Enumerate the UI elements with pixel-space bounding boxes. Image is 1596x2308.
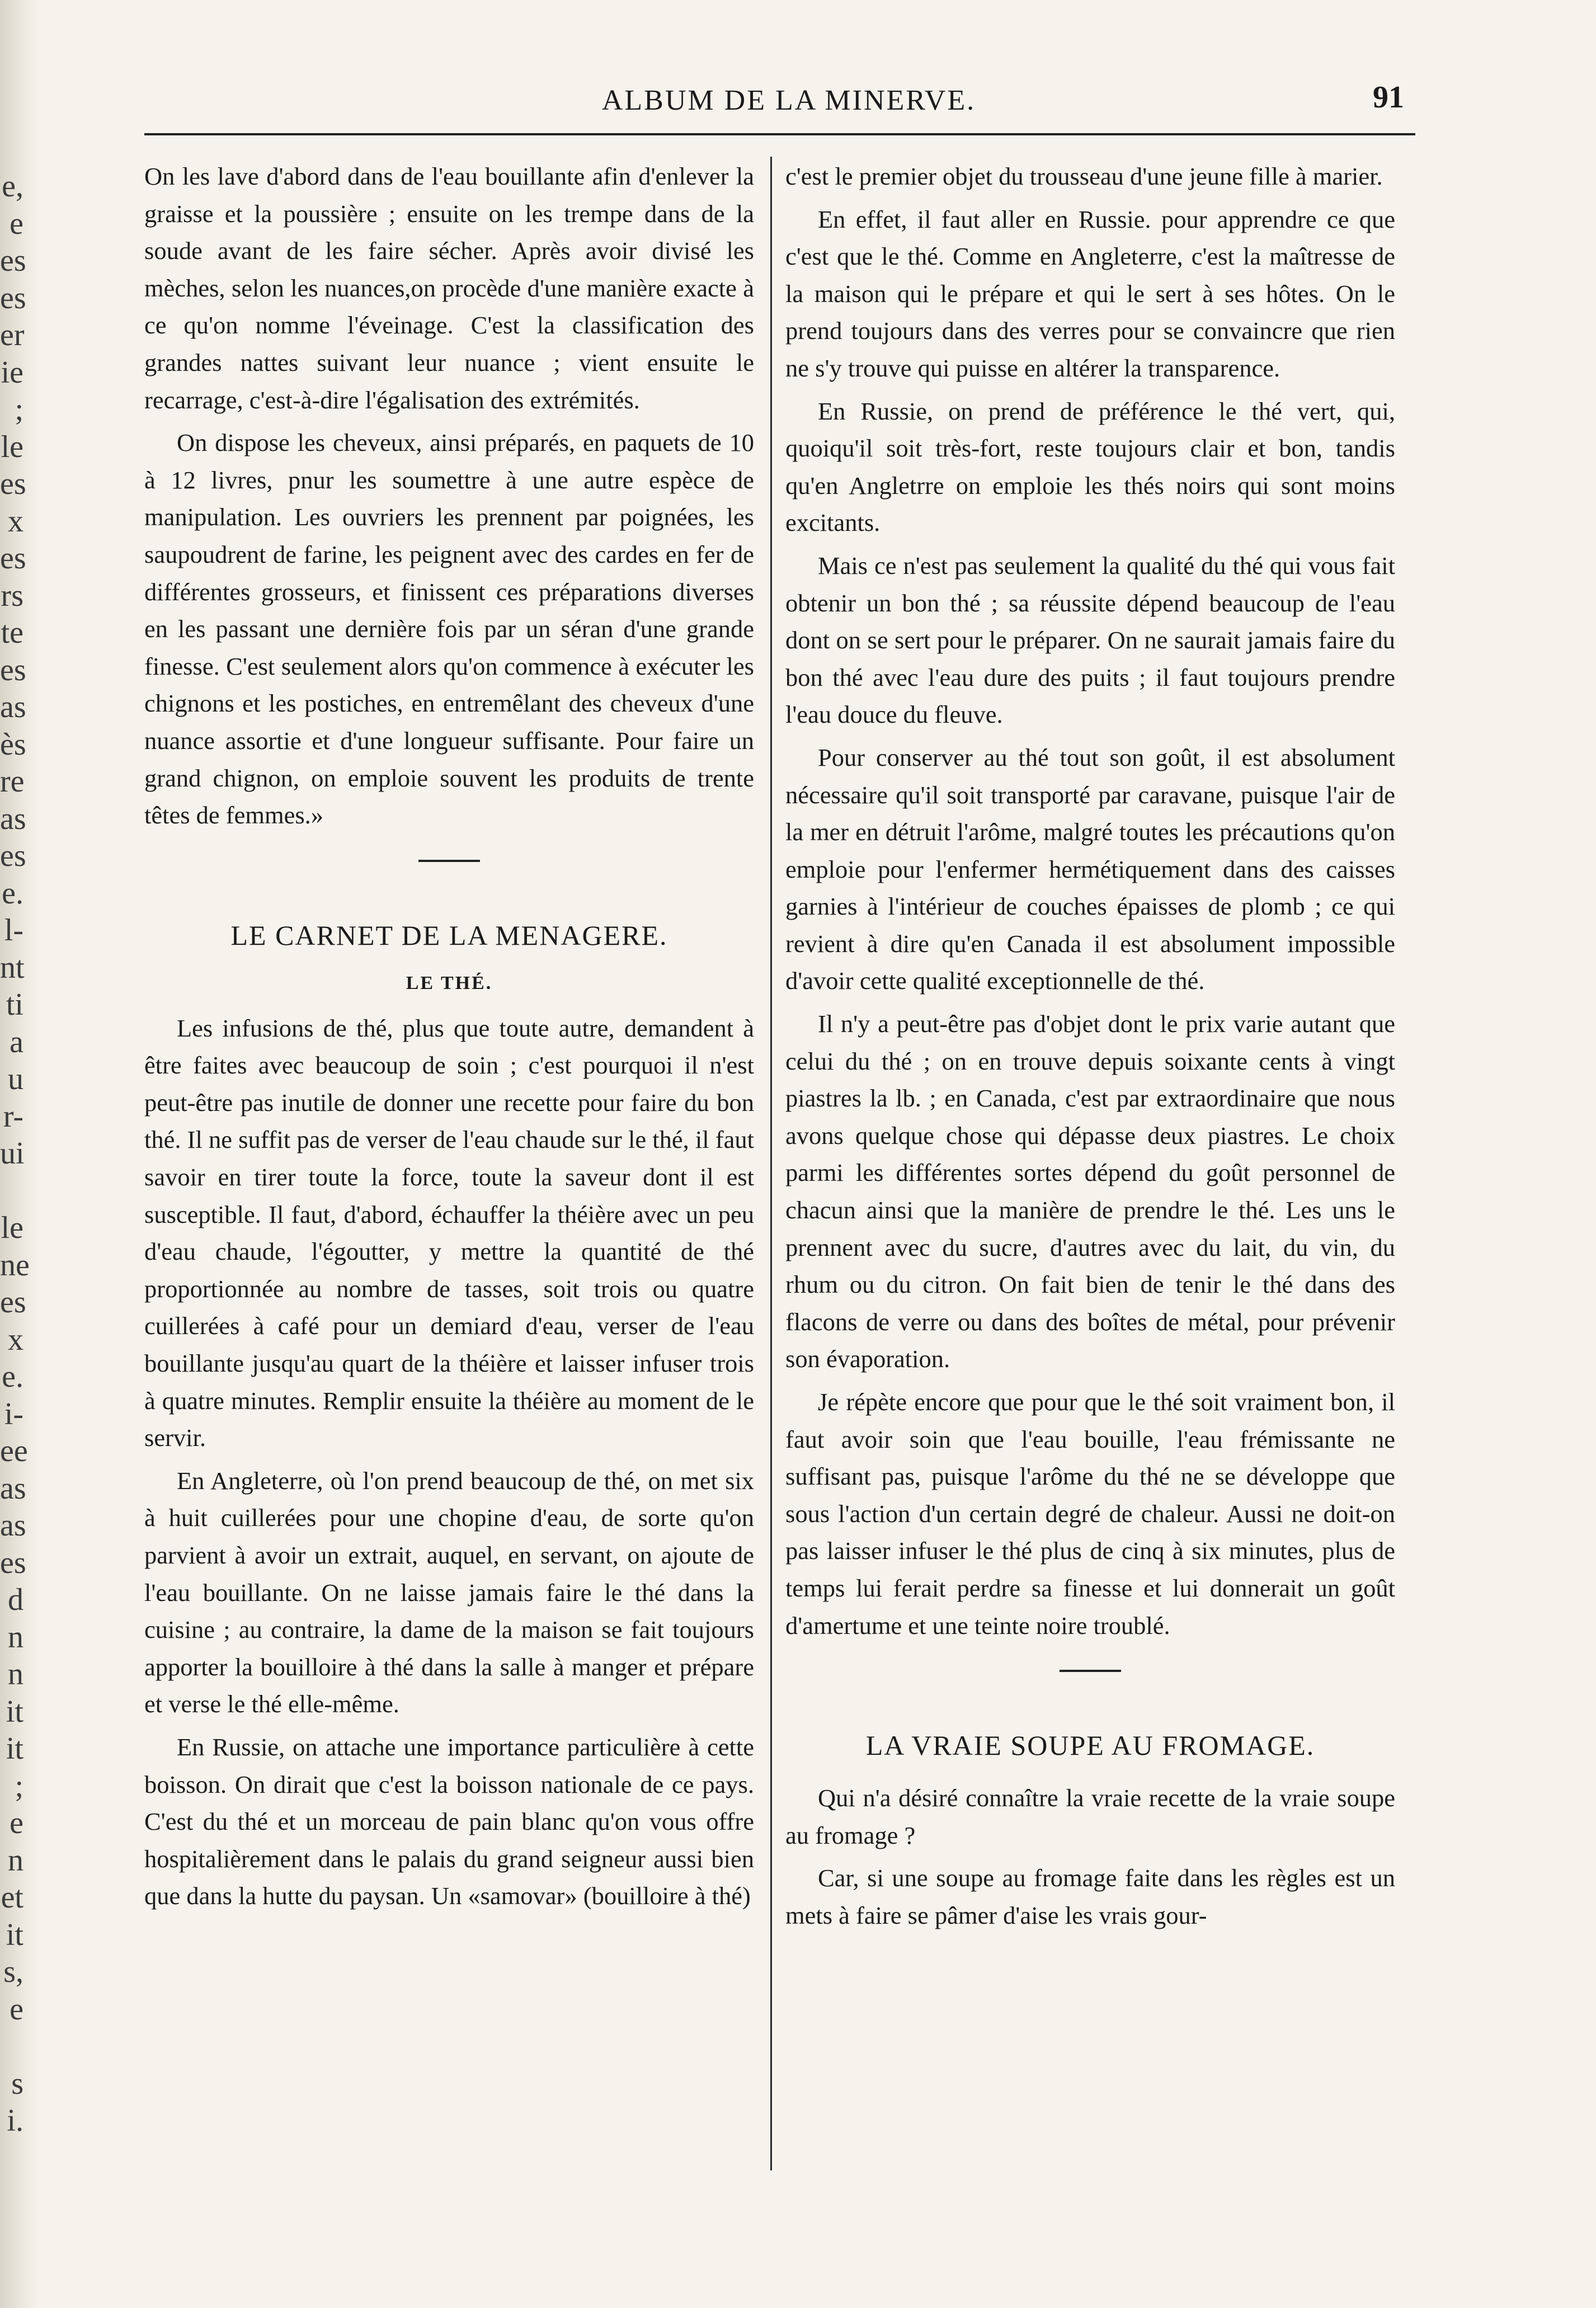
margin-fragment: as [0, 690, 26, 724]
paragraph: Qui n'a désiré connaître la vraie recette de la vraie soupe au fromage ? [785, 1784, 1395, 1849]
margin-fragment: d [8, 1582, 23, 1617]
margin-fragment: es [0, 467, 26, 501]
paragraph: En effet, il faut aller en Russie. pour apprendre ce que c'est que le thé. Comme en Angleterre, c'est la maîtresse de la maison qui le prépare et qui le sert à ses hôtes. On le prend toujours dans des verres pour se convaincre que rien ne s'y trouve qui puisse en altérer la transparence. [785, 205, 1395, 382]
margin-fragment: e [10, 1806, 23, 1840]
margin-fragment: e. [2, 1359, 23, 1394]
margin-fragment: ie [1, 355, 23, 390]
margin-fragment: l- [4, 913, 23, 948]
margin-fragment: a [10, 1024, 23, 1059]
margin-fragment: x [8, 1322, 23, 1357]
column-divider [770, 157, 772, 2170]
margin-fragment: ne [0, 1247, 30, 1283]
margin-fragment: es [0, 1545, 26, 1580]
margin-fragment: e [10, 1991, 23, 2027]
header-rule [144, 133, 1415, 135]
margin-fragment: es [0, 1285, 26, 1320]
margin-fragment: rs [1, 578, 23, 613]
running-title: ALBUM DE LA MINERVE. [601, 84, 976, 116]
margin-fragment: le [1, 429, 23, 464]
margin-fragment: e. [2, 875, 23, 911]
margin-fragment: er [0, 318, 25, 352]
section-title: LE CARNET DE LA MENAGERE. [230, 919, 668, 951]
page-number: 91 [1373, 80, 1404, 115]
paragraph: Pour conserver au thé tout son goût, il est absolument nécessaire qu'il soit transporté par caravane, puisque l'air de la mer en détruit l'arôme, malgré toutes les précautions qu'on emploie pour l'enfermer hermétiquement dans des caisses garnies à l'intérieur de couches épaisses de plomb ; ce qui revient à dire qu'en Canada il est absolument impossible d'avoir cette qualité exceptionnelle de thé. [785, 743, 1395, 995]
margin-fragment: re [0, 764, 25, 799]
margin-fragment: n [8, 1619, 23, 1655]
margin-fragment: s [11, 2066, 23, 2101]
section-separator [1060, 1670, 1121, 1672]
margin-fragment: es [0, 541, 26, 576]
margin-fragment [0, 2028, 23, 2065]
margin-fragment: e [10, 206, 23, 241]
margin-fragment: n [8, 1657, 23, 1692]
margin-fragment: as [0, 1471, 26, 1506]
section-title: LA VRAIE SOUPE AU FROMAGE. [865, 1730, 1315, 1761]
left-column [144, 158, 754, 1920]
margin-fragment: ; [15, 392, 23, 427]
section-separator [418, 860, 480, 862]
previous-page-margin-fragments [0, 168, 30, 2182]
paragraph: En Russie, on attache une importance particulière à cette boisson. On dirait que c'est la boisson nationale de ce pays. C'est du thé et un morceau de pain blanc qu'on vous offre hospitalièrement dans le palais du grand seigneur aussi bien que dans la hutte du paysan. Un «samovar» (bouilloire à thé) [144, 1732, 754, 1910]
paragraph: Je répète encore que pour que le thé soit vraiment bon, il faut avoir soin que l'eau bouille, l'eau frémissante ne suffisant pas, puisque l'arôme du thé ne se développe que sous l'action d'un certain degré de chaleur. Aussi ne doit-on pas laisser infuser le thé plus de cinq à six minutes, plus de temps lui ferait perdre sa finesse et lui donnerait un goût d'amertume et une teinte noire troublé. [785, 1388, 1395, 1640]
paragraph: Il n'y a peut-être pas d'objet dont le prix varie autant que celui du thé ; on en trouve depuis soixante cents à vingt piastres la lb. ; en Canada, c'est par extraordinaire que nous avons quelque chose qui dépasse deux piastres. Le choix parmi les différentes sortes dépend du goût personnel de chacun ainsi que la manière de prendre le thé. Les uns le prennent avec du sucre, d'autres avec du lait, du vin, du rhum ou du citron. On fait bien de tenir le thé dans des flacons de verre ou dans des boîtes de métal, pour prévenir son évaporation. [785, 1010, 1395, 1373]
paragraph: En Russie, on prend de préférence le thé vert, qui, quoiqu'il soit très-fort, reste toujours clair et bon, tandis qu'en Angletrre on emploie les thés noirs qui sont moins excitants. [785, 397, 1395, 537]
margin-fragment: it [6, 1694, 23, 1729]
margin-fragment: i. [7, 2103, 23, 2138]
margin-fragment: it [6, 1731, 23, 1766]
margin-fragment: it [6, 1917, 23, 1952]
margin-fragment: s, [3, 1954, 23, 1989]
margin-fragment: es [0, 839, 26, 873]
margin-fragment: x [8, 503, 23, 539]
paragraph: En Angleterre, où l'on prend beaucoup de thé, on met six à huit cuillerées pour une chopine d'eau, de sorte qu'on parvient à avoir un extrait, auquel, en servant, on ajoute de l'eau bouillante. On ne laisse jamais faire le thé dans la cuisine ; au contraire, la dame de la maison se fait toujours apporter la bouilloire à thé dans la salle à manger et prépare et verse le thé elle-même. [144, 1466, 754, 1718]
section-subtitle: LE THÉ. [406, 972, 493, 993]
margin-fragment: e, [2, 169, 23, 204]
paragraph: Car, si une soupe au fromage faite dans les règles est un mets à faire se pâmer d'aise les vrais gour- [785, 1864, 1395, 1929]
margin-fragment: le [1, 1210, 23, 1245]
paragraph: On dispose les cheveux, ainsi préparés, en paquets de 10 à 12 livres, pnur les soumettre à une autre espèce de manipulation. Les ouvriers les prennent par poignées, les saupoudrent de farine, les peignent avec des cardes en fer de différentes grosseurs, et finissent ces préparations diverses en les passant une dernière fois par un séran d'une grande finesse. C'est seulement alors qu'on commence à exécuter les chignons et les postiches, en entremêlant des cheveux d'une nuance assortie et d'une longueur suffisante. Pour faire un grand chignon, on emploie souvent les produits de trente têtes de femmes.» [144, 428, 754, 830]
margin-fragment: ee [0, 1434, 28, 1468]
margin-fragment: n [8, 1843, 23, 1878]
margin-fragment: et [1, 1880, 23, 1915]
margin-fragment: ti [6, 987, 23, 1022]
margin-fragment: as [0, 1508, 26, 1543]
margin-fragment: ; [15, 1768, 23, 1803]
margin-fragment: es [0, 652, 26, 687]
margin-fragment: ui [0, 1136, 25, 1171]
right-column [785, 158, 1395, 1940]
paragraph: Mais ce n'est pas seulement la qualité du thé qui vous fait obtenir un bon thé ; sa réussite dépend beaucoup de l'eau dont on se sert pour le préparer. On ne saurait jamais faire du bon thé avec l'eau dure des puits ; il faut toujours prendre l'eau douce du fleuve. [785, 551, 1395, 729]
margin-fragment [0, 1172, 23, 1210]
paragraph: On les lave d'abord dans de l'eau bouillante afin d'enlever la graisse et la poussière ; ensuite on les trempe dans de la soude avant de les faire sécher. Après avoir divisé les mèches, selon les nuances,on procède d'une manière exacte à ce qu'on nomme l'éveinage. C'est la classification des grandes nattes suivant leur nuance ; vient ensuite le recarrage, c'est-à-dire l'égalisation des extrémités. [144, 162, 754, 414]
page-header [140, 80, 1438, 134]
margin-fragment: r- [3, 1099, 23, 1134]
margin-fragment: es [0, 243, 26, 278]
margin-fragment: u [8, 1062, 23, 1096]
margin-fragment: i- [4, 1396, 23, 1431]
margin-fragment: nt [0, 950, 25, 985]
margin-fragment: te [1, 615, 23, 650]
margin-fragment: ès [0, 727, 26, 762]
margin-fragment: es [0, 280, 26, 315]
paragraph: c'est le premier objet du trousseau d'une jeune fille à marier. [785, 162, 1383, 190]
margin-fragment: as [0, 801, 26, 836]
paragraph: Les infusions de thé, plus que toute autre, demandent à être faites avec beaucoup de soin ; c'est pourquoi il n'est peut-être pas inutile de donner une recette pour faire du bon thé. Il ne suffit pas de verser de l'eau chaude sur le thé, il faut savoir en tirer toute la force, toute la saveur dont il est susceptible. Il faut, d'abord, échauffer la théière avec un peu d'eau chaude, l'égoutter, y mettre la quantité de thé proportionnée au nombre de tasses, soit trois ou quatre cuillerées à café pour un demiard d'eau, verser de l'eau bouillante jusqu'au quart de la théière et laisser infuser trois à quatre minutes. Remplir ensuite la théière au moment de le servir. [144, 1014, 754, 1452]
